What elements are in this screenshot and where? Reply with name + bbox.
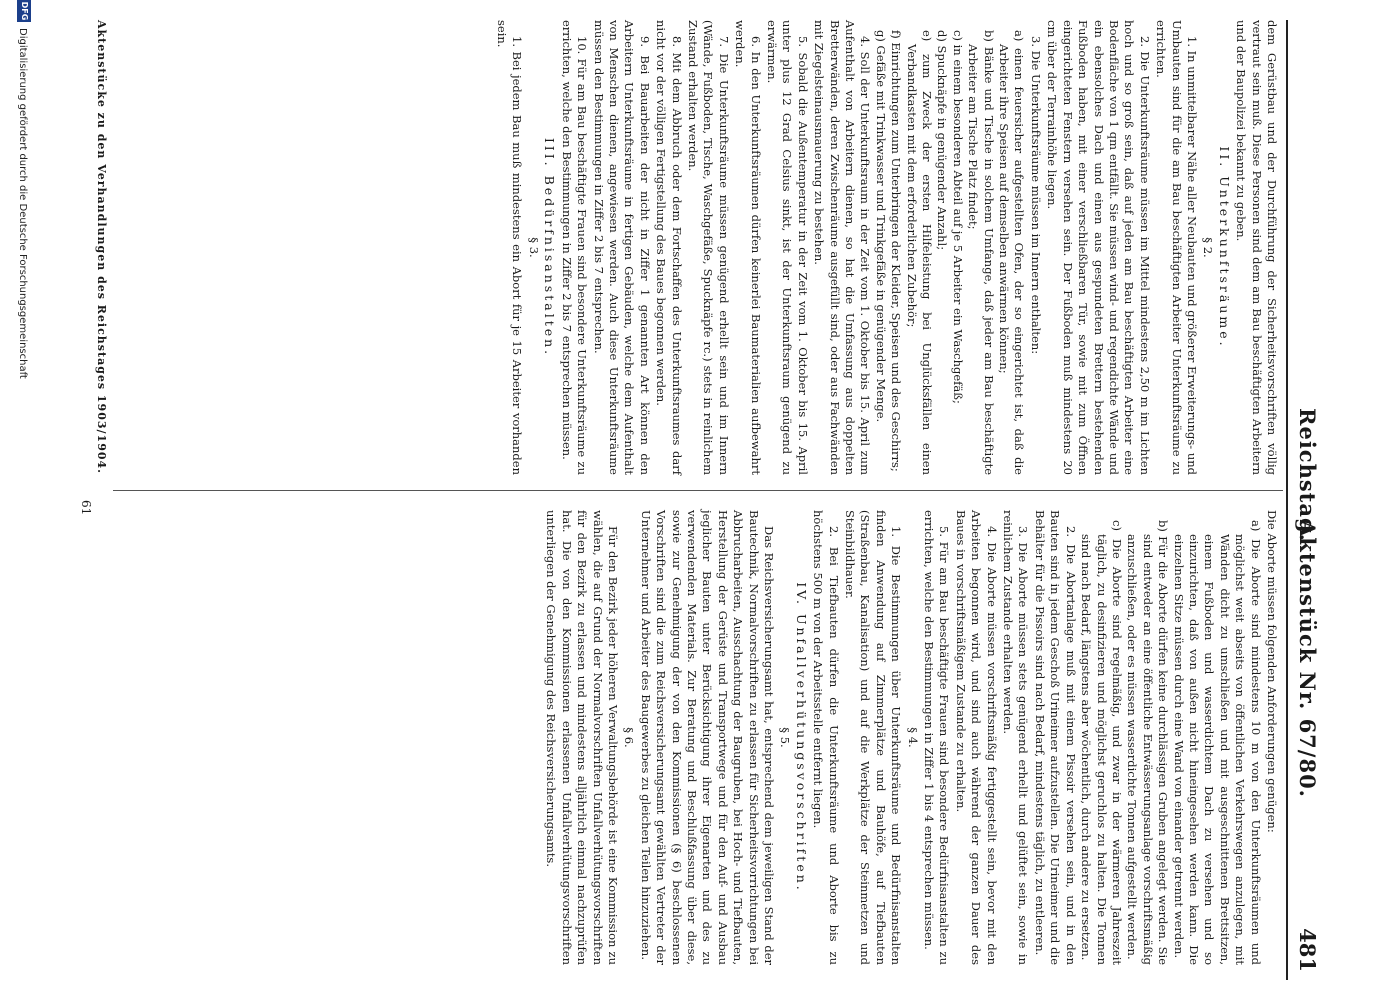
paragraph-3-3: 3. Die Aborte müssen stets genügend erhellt und gelüftet sein, sowie in reinlichem Zustande erhalten werden.: [1001, 510, 1031, 965]
page-header: [1286, 20, 1328, 980]
paragraph-4-2: 2. Bei Tiefbauten dürfen die Unterkunftsräume und Aborte bis zu höchstens 500 m von der Arbeitsstelle entfernt liegen.: [811, 510, 841, 965]
left-footer-source: Aktenstücke zu den Verhandlungen des Reichstages 1903/1904.: [95, 20, 108, 474]
paragraph-sign-6: § 6.: [622, 727, 637, 748]
paragraph-2-1: 1. In unmittelbarer Nähe aller Neubauten und größerer Erweiterungs- und Umbauten sind für die am Bau beschäftigten Arbeiter Unterkunftsräume zu errichten.: [1154, 20, 1199, 475]
paragraph-sign-4: § 4.: [905, 727, 920, 748]
right-column: [542, 510, 1279, 965]
list-item-e: e) zum Zweck der ersten Hilfeleistung bei Unglücksfällen einen Verbandkasten mit dem erforderlichen Zubehör;: [904, 30, 935, 475]
right-intro-paragraph: Die Aborte müssen folgenden Anforderungen genügen:: [1265, 510, 1279, 833]
signature-number: 61: [79, 500, 93, 516]
paragraph-3-2: 2. Die Abortanlage muß mit einem Pissoir versehen sein, und in den Bauten sind in jedem Geschoß Urineimer aufzustellen. Die Urineimer und die Behälter für die Pissoirs sind nach Bedarf, mindestens täglich, zu entleeren.: [1032, 510, 1078, 965]
paragraph-2-8: 8. Mit dem Abbruch oder dem Fortschaffen des Unterkunftsraumes darf nicht vor der völligen Fertigstellung des Baues begonnen werden.: [654, 20, 684, 475]
section-heading-beduerfnisanstalten: III. Bedürfnisanstalten.: [542, 137, 558, 358]
paragraph-3-1: 1. Bei jedem Bau muß mindestens ein Abort für je 15 Arbeiter vorhanden sein.: [495, 20, 525, 475]
paragraph-3-5: 5. Für am Bau beschäftigte Frauen sind besondere Bedürfnisanstalten zu errichten, welche den Bestimmungen in Ziffer 1 bis 4 entsprechen müssen.: [922, 510, 952, 965]
credit-text: Digitalisierung gefördert durch die Deutsche Forschungsgemeinschaft: [17, 28, 28, 379]
paragraph-2-2: 2. Die Unterkunftsräume müssen im Mittel mindestens 2,50 m im Lichten hoch und so groß sein, daß auf jeden am Bau beschäftigten Arbeiter eine Bodenfläche von 1 qm entfällt. Sie müssen wind- und regendichte Wände und ein ebensolches Dach und einen aus gespundeten Brettern bestehenden Fußboden haben, mit einer verschließbaren Tür, sowie mit zum Öffnen eingerichteten Fenstern versehen sein. Der Fußboden muß mindestens 20 cm über der Terrainhöhe liegen.: [1045, 20, 1152, 475]
paragraph-sign-3: § 3.: [526, 237, 541, 258]
paragraph-2-7: 7. Die Unterkunftsräume müssen genügend erhellt sein und im Innern (Wände, Fußboden, Tische, Waschgefäße, Spucknäpfe rc.) stets in reinlichem Zustand erhalten werden.: [685, 20, 731, 475]
header-document-number: Aktenstück Nr. 67/80.: [1295, 520, 1320, 798]
abort-item-b: b) Für die Aborte dürfen keine durchlässigen Gruben angelegt werden. Sie sind entweder an eine öffentliche Entwässerungsanlage vorschriftsmäßig anzuschließen, oder es müssen wasserdichte Tonnen aufgestellt werden.: [1125, 520, 1171, 965]
paragraph-sign-5: § 5.: [778, 727, 793, 748]
column-divider: [113, 490, 1283, 491]
paragraph-2-3: 3. Die Unterkunftsräume müssen im Innern enthalten:: [1028, 36, 1043, 355]
paragraph-4-1: 1. Die Bestimmungen über Unterkunftsräume und Bedürfnisanstalten finden Anwendung auf Zimmerplätze und Bauhöfe, auf Tiefbauten (Straßenbau, Kanalisation) und auf die Werkplätze der Steinmetzen und Steinbildhauer.: [843, 510, 904, 965]
section-heading-unterkunftsraeume: II. Unterkunftsräume.: [1216, 146, 1232, 349]
paragraph-2-4: 4. Soll der Unterkunftsraum in der Zeit vom 1. Oktober bis 15. April zum Aufenthalt von Arbeitern dienen, so hat die Umfassung aus doppelten Bretterwänden, deren Zwischenräume ausgefüllt sind, oder aus Fachwänden mit Ziegelsteinausmauerung zu bestehen.: [812, 20, 873, 475]
list-item-f: f) Einrichtungen zum Unterbringen der Kleider, Speisen und des Geschirrs;: [889, 30, 904, 472]
abort-item-c: c) Die Aborte sind regelmäßig, und zwar in der wärmeren Jahreszeit täglich, zu desinfizieren und möglichst geruchlos zu halten. Die Tonnen sind nach Bedarf, längstens aber wöchentlich, durch andere zu ersetzen.: [1079, 520, 1124, 965]
paragraph-2-6: 6. In den Unterkunftsräumen dürfen keinerlei Baumaterialien aufbewahrt werden.: [733, 20, 763, 475]
abort-item-a: a) Die Aborte sind mindestens 10 m von den Unterkunftsräumen und möglichst weit abseits von öffentlichen Verkehrswegen anzulegen, mit Wänden dicht zu umschließen und mit ausgeschnittenen Brettsitzen, einem Fußboden und wasserdichtem Dach zu versehen und so einzurichten, daß von außen nicht hineingesehen werden kann. Die einzelnen Sitze müssen durch eine Wand von einander getrennt werden.: [1171, 520, 1263, 965]
list-item-g: g) Gefäße mit Trinkwasser und Trinkgefäße in genügender Menge.: [873, 30, 888, 423]
paragraph-2-5: 5. Sobald die Außentemperatur in der Zeit vom 1. Oktober bis 15. April unter plus 12 Grad Celsius sinkt, ist der Unterkunftsraum genügend zu erwärmen.: [765, 20, 810, 475]
header-page-number: 481: [1295, 928, 1320, 972]
header-title: Reichstag.: [1295, 408, 1320, 542]
list-item-b: b) Bänke und Tische in solchem Umfange, daß jeder am Bau beschäftigte Arbeiter am Tische Platz findet;: [966, 30, 996, 475]
paragraph-sign-2: § 2.: [1201, 237, 1216, 258]
list-item-d: d) Spucknäpfe in genügender Anzahl;: [935, 30, 950, 251]
section-heading-unfallverhuetung: IV. Unfallverhütungsvorschriften.: [793, 582, 809, 893]
list-item-a: a) einen feuersicher aufgestellten Ofen, der so eingerichtet ist, daß die Arbeiter ihre Speisen auf demselben anwärmen können;: [997, 30, 1027, 475]
paragraph-3-4: 4. Die Aborte müssen vorschriftsmäßig fertiggestellt sein, bevor mit den Arbeiten begonnen wird, und sind auch während der ganzen Dauer des Baues in vorschriftsmäßigem Zustande zu erhalten.: [953, 510, 999, 965]
left-column: [493, 20, 1279, 475]
paragraph-5: Das Reichsversicherungsamt hat, entsprechend dem jeweiligen Stand der Bautechnik, Normalvorschriften zu erlassen für Sicherheitsvorrichtungen bei Abbrucharbeiten, Ausschachtung der Baugruben, bei Hoch- und Tiefbauten, Herstellung der Gerüste und Transportwege und für den Auf- und Ausbau jeglicher Bauten unter Berücksichtigung ihrer Eigenarten und des zu verwendenden Materials. Zur Beratung und Beschlußfassung über diese, sowie zur Genehmigung der von den Kommissionen (§ 6) beschlossenen Vorschriften sind die zum Reichsversicherungsamt gewählten Vertreter der Unternehmer und Arbeiter des Baugewerbes zu gleichen Teilen hinzuziehen.: [638, 510, 776, 965]
dfg-logo-icon: DFG: [17, 0, 31, 22]
paragraph-2-10: 10. Für am Bau beschäftigte Frauen sind besondere Unterkunftsräume zu errichten, welche den Bestimmungen in Ziffer 2 bis 7 entsprechen müssen.: [559, 20, 590, 475]
paragraph-6: Für den Bezirk jeder höheren Verwaltungsbehörde ist eine Kommission zu wählen, die auf Grund der Normalvorschriften Unfallverhütungsvorschriften für den Bezirk zu erlassen und mindestens alljährlich einmal nachzuprüfen hat. Die von den Kommissionen erlassenen Unfallverhütungsvorschriften unterliegen der Genehmigung des Reichsversicherungsamts.: [544, 510, 620, 965]
paragraph-2-9: 9. Bei Bauarbeiten der nicht in Ziffer 1 genannten Art können den Arbeitern Unterkunftsräume in fertigen Gebäuden, welche dem Aufenthalt von Menschen dienen, angewiesen werden. Auch diese Unterkunftsräume müssen den Bestimmungen in Ziffer 2 bis 7 entsprechen.: [591, 20, 652, 475]
left-intro-paragraph: dem Gerüstbau und der Durchführung der Sicherheitsvorschriften völlig vertraut sein muß. Diese Personen sind dem am Bau beschäftigten Arbeitern und der Baupolizei bekannt zu geben.: [1234, 20, 1279, 475]
list-item-c: c) in einem besonderen Abteil auf je 5 Arbeiter ein Waschgefäß;: [950, 30, 965, 404]
